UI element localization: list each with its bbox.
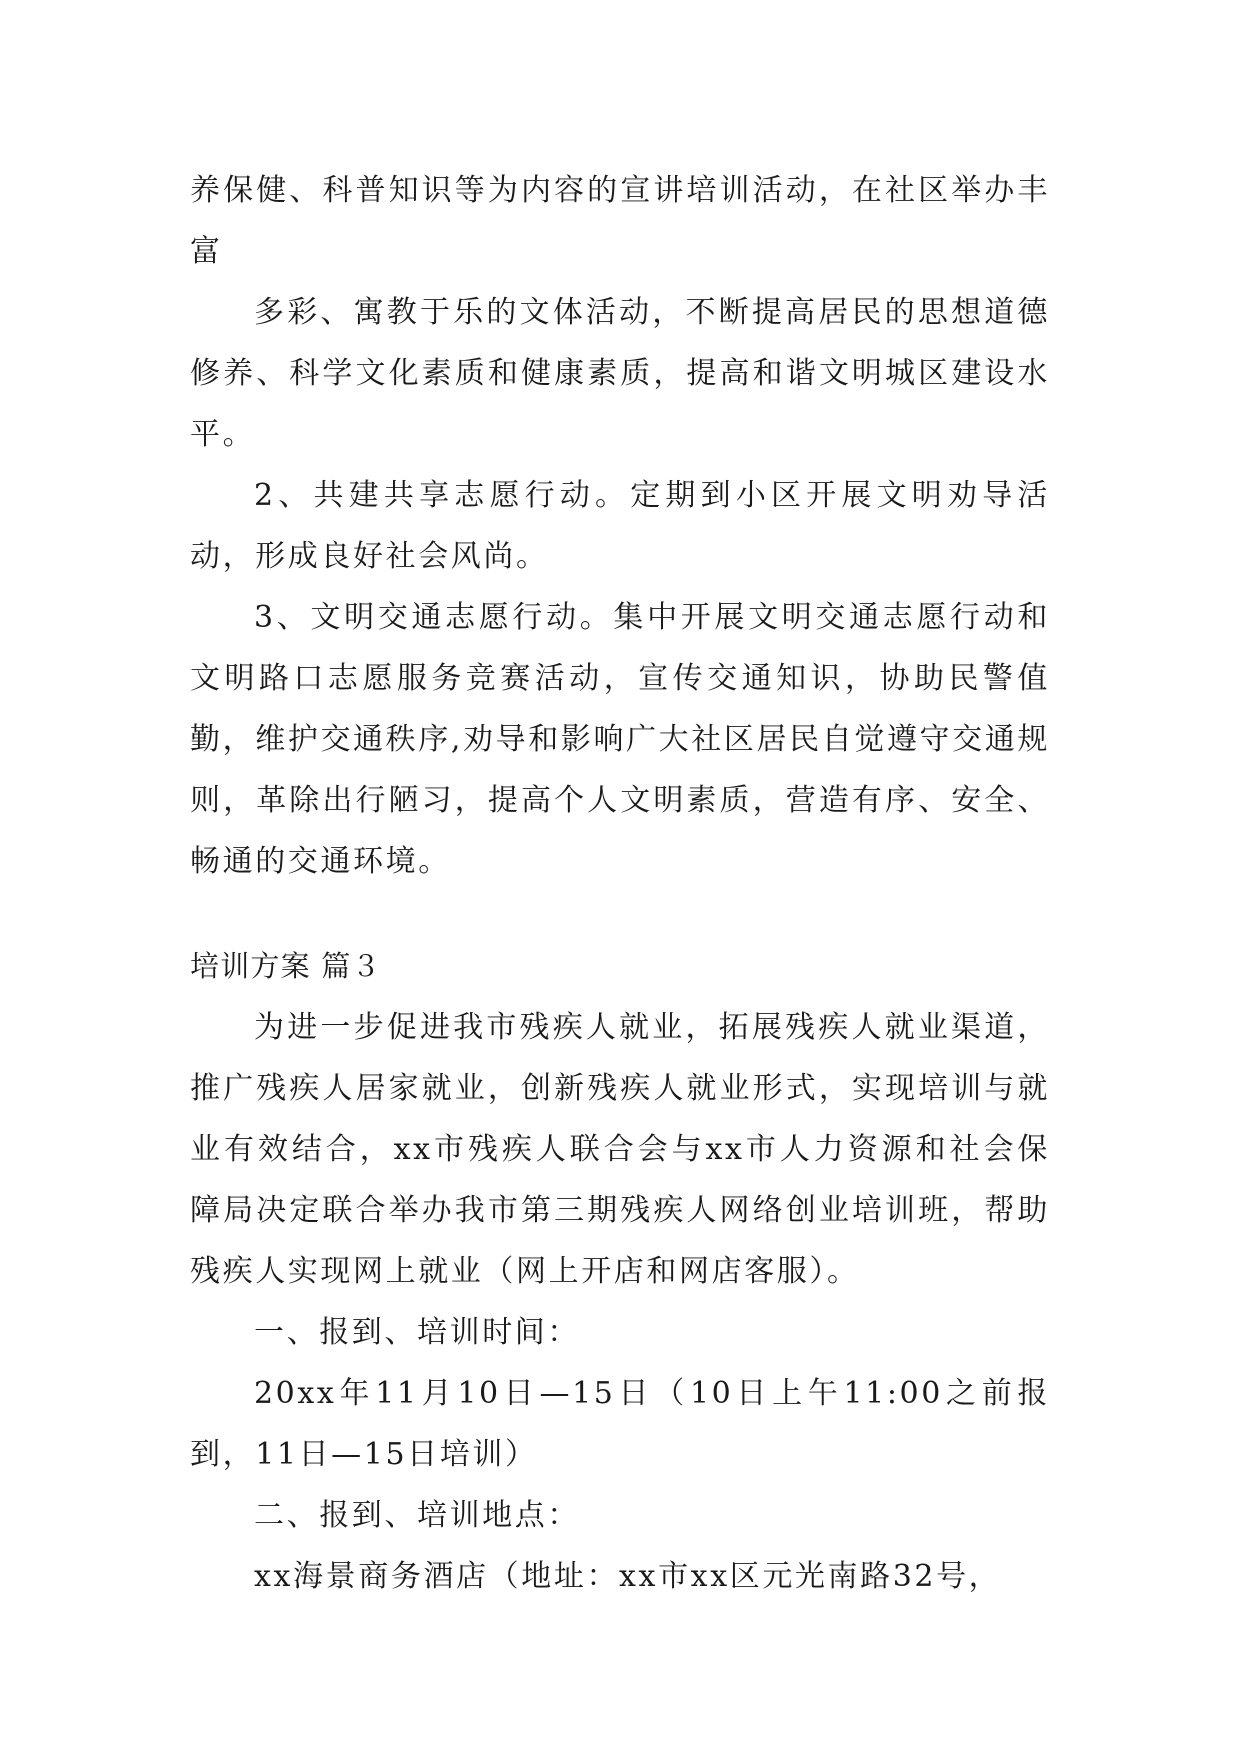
- paragraph-volunteer-action-3: 3、文明交通志愿行动。集中开展文明交通志愿行动和文明路口志愿服务竞赛活动，宣传交通知识，协助民警值勤，维护交通秩序,劝导和影响广大社区居民自觉遵守交通规则，革除出行陋习，提高个人文明素质，营造有序、安全、畅通的交通环境。: [190, 600, 1050, 879]
- heading-registration-time: 一、报到、培训时间：: [254, 1315, 580, 1350]
- section-title: 培训方案 篇３: [190, 949, 382, 983]
- paragraph-volunteer-action-2: 2、共建共享志愿行动。定期到小区开展文明劝导活动，形成良好社会风尚。: [190, 478, 1050, 574]
- paragraph-training-intro: 为进一步促进我市残疾人就业，拓展残疾人就业渠道，推广残疾人居家就业，创新残疾人就业形式，实现培训与就业有效结合，xx市残疾人联合会与xx市人力资源和社会保障局决定联合举办我市第三期残疾人网络创业培训班，帮助残疾人实现网上就业（网上开店和网店客服）。: [190, 1010, 1050, 1289]
- heading-registration-location: 二、报到、培训地点：: [254, 1498, 580, 1533]
- document-body: [190, 160, 1050, 1607]
- paragraph-registration-time: 20xx年11月10日—15日（10日上午11:00之前报到，11日—15日培训）: [190, 1376, 1050, 1472]
- paragraph-registration-location: xx海景商务酒店（地址：xx市xx区元光南路32号，: [254, 1559, 1002, 1594]
- paragraph-cultural-activities: 多彩、寓教于乐的文体活动，不断提高居民的思想道德修养、科学文化素质和健康素质，提高和谐文明城区建设水平。: [190, 295, 1050, 452]
- paragraph-continuation: 养保健、科普知识等为内容的宣讲培训活动，在社区举办丰富: [190, 173, 1050, 269]
